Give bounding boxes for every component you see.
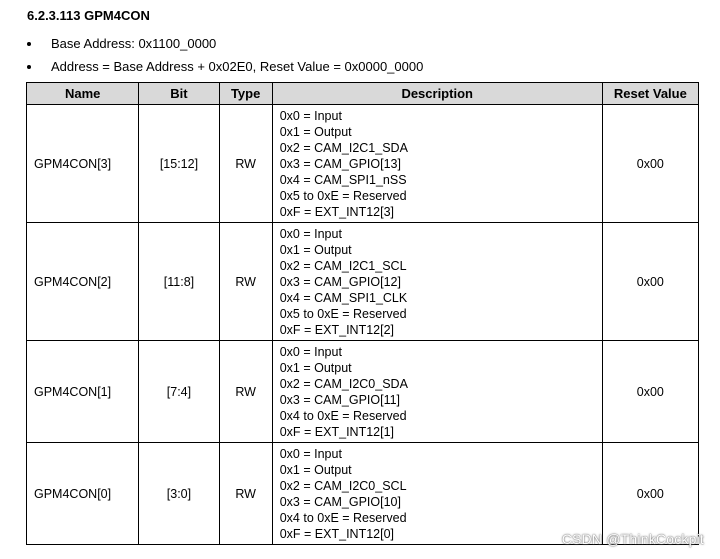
- field-name: GPM4CON[1]: [27, 341, 139, 443]
- description-line: 0x2 = CAM_I2C0_SDA: [279, 377, 408, 391]
- field-name: GPM4CON[3]: [27, 105, 139, 223]
- field-type: RW: [219, 341, 272, 443]
- section-heading: 6.2.3.113 GPM4CON: [27, 8, 150, 23]
- description-line: 0x4 to 0xE = Reserved: [279, 409, 407, 423]
- field-bit: [3:0]: [139, 443, 219, 545]
- field-description: [272, 443, 602, 545]
- description-line: 0x2 = CAM_I2C1_SDA: [279, 141, 408, 155]
- description-line: 0x3 = CAM_GPIO[13]: [279, 157, 401, 171]
- field-type: RW: [219, 223, 272, 341]
- header-description: Description: [272, 83, 602, 105]
- watermark: CSDN @ThinkCockpit: [561, 531, 704, 547]
- field-reset-value: 0x00: [602, 341, 698, 443]
- header-type: Type: [219, 83, 272, 105]
- description-line: 0x1 = Output: [279, 361, 352, 375]
- description-line: 0x1 = Output: [279, 243, 352, 257]
- description-line: 0x0 = Input: [279, 109, 342, 123]
- field-description: [272, 223, 602, 341]
- table-header-row: [27, 83, 699, 105]
- address-reset-item: Address = Base Address + 0x02E0, Reset Value = 0x0000_0000: [24, 57, 423, 80]
- description-line: 0x4 = CAM_SPI1_nSS: [279, 173, 407, 187]
- description-line: 0x4 to 0xE = Reserved: [279, 511, 407, 525]
- table-row: [27, 341, 699, 443]
- table-row: [27, 223, 699, 341]
- field-reset-value: 0x00: [602, 105, 698, 223]
- table-row: [27, 443, 699, 545]
- field-name: GPM4CON[2]: [27, 223, 139, 341]
- field-bit: [7:4]: [139, 341, 219, 443]
- description-line: 0xF = EXT_INT12[3]: [279, 205, 395, 219]
- description-line: 0x3 = CAM_GPIO[11]: [279, 393, 401, 407]
- field-type: RW: [219, 105, 272, 223]
- description-line: 0x5 to 0xE = Reserved: [279, 307, 407, 321]
- field-type: RW: [219, 443, 272, 545]
- table-row: [27, 105, 699, 223]
- header-name: Name: [27, 83, 139, 105]
- field-name: GPM4CON[0]: [27, 443, 139, 545]
- description-line: 0x1 = Output: [279, 463, 352, 477]
- description-line: 0xF = EXT_INT12[0]: [279, 527, 395, 541]
- address-info-list: [24, 34, 423, 80]
- description-line: 0xF = EXT_INT12[1]: [279, 425, 395, 439]
- description-line: 0x0 = Input: [279, 227, 342, 241]
- description-line: 0x2 = CAM_I2C1_SCL: [279, 259, 407, 273]
- description-line: 0xF = EXT_INT12[2]: [279, 323, 395, 337]
- field-reset-value: 0x00: [602, 223, 698, 341]
- field-description: [272, 341, 602, 443]
- description-line: 0x3 = CAM_GPIO[12]: [279, 275, 401, 289]
- description-line: 0x1 = Output: [279, 125, 352, 139]
- field-description: [272, 105, 602, 223]
- description-line: 0x0 = Input: [279, 345, 342, 359]
- field-bit: [15:12]: [139, 105, 219, 223]
- base-address-item: Base Address: 0x1100_0000: [24, 34, 423, 57]
- description-line: 0x4 = CAM_SPI1_CLK: [279, 291, 408, 305]
- description-line: 0x3 = CAM_GPIO[10]: [279, 495, 401, 509]
- description-line: 0x2 = CAM_I2C0_SCL: [279, 479, 407, 493]
- header-bit: Bit: [139, 83, 219, 105]
- description-line: 0x0 = Input: [279, 447, 342, 461]
- description-line: 0x5 to 0xE = Reserved: [279, 189, 407, 203]
- header-reset-value: Reset Value: [602, 83, 698, 105]
- field-bit: [11:8]: [139, 223, 219, 341]
- register-table: [26, 82, 699, 545]
- field-reset-value: 0x00: [602, 443, 698, 545]
